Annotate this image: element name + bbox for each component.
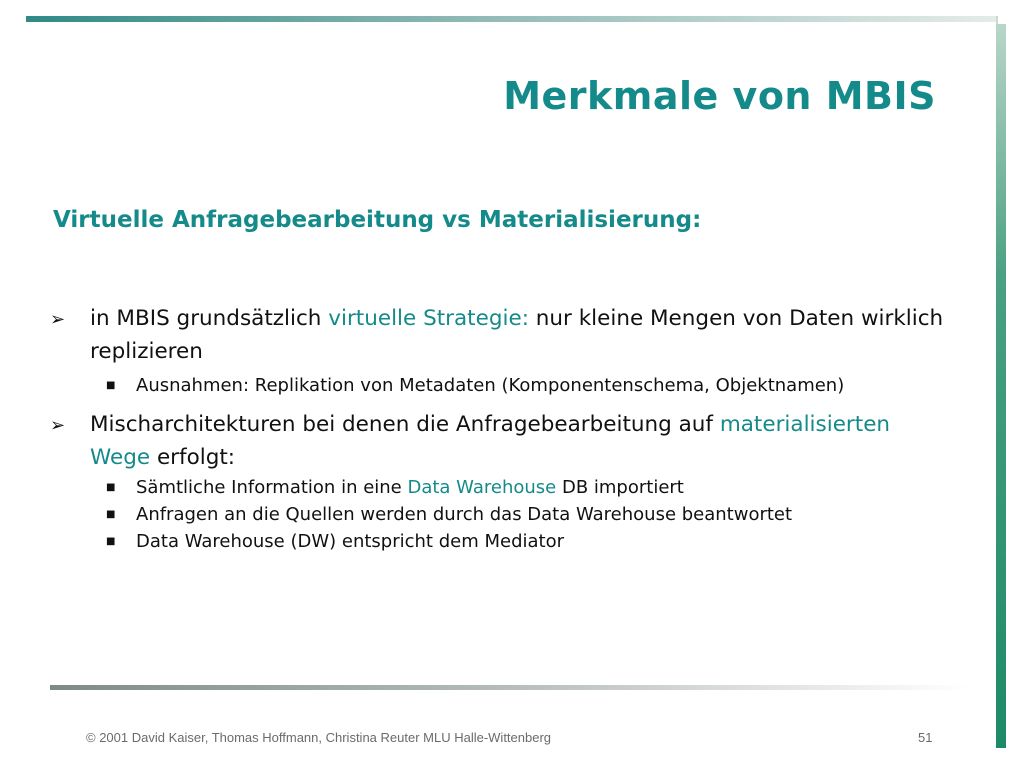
sub-bullet-text: Data Warehouse (DW) entspricht dem Mediator [136, 531, 565, 552]
bottom-decorative-rule [50, 685, 970, 690]
square-bullet-icon: ■ [106, 509, 116, 520]
sub-bullet-item [106, 528, 950, 555]
sub-bullet-text: Sämtliche Information in eine Data Warehouse DB importiert [136, 477, 684, 498]
highlight-text: virtuelle Strategie: [328, 306, 529, 331]
sub-bullet-item [106, 474, 950, 501]
sub-bullet-text: Ausnahmen: Replikation von Metadaten (Komponentenschema, Objektnamen) [136, 375, 845, 396]
footer-copyright: © 2001 David Kaiser, Thomas Hoffmann, Christina Reuter MLU Halle-Wittenberg [86, 730, 552, 745]
arrowhead-bullet-icon: ➢ [50, 415, 66, 436]
square-bullet-icon: ■ [106, 536, 116, 547]
bullet-list [50, 302, 950, 555]
frame-corner [996, 16, 998, 24]
highlight-text: Data Warehouse [407, 477, 557, 498]
bullet-text: in MBIS grundsätzlich virtuelle Strategie: nur kleine Mengen von Daten wirklich replizieren [90, 306, 944, 364]
sub-bullet-text: Anfragen an die Quellen werden durch das Data Warehouse beantwortet [136, 504, 793, 525]
bullet-item [50, 302, 950, 368]
highlight-text: materialisierten Wege [90, 412, 891, 470]
square-bullet-icon: ■ [106, 482, 116, 493]
sub-bullet-item [106, 372, 950, 399]
sub-bullet-item [106, 501, 950, 528]
side-decorative-rule [996, 24, 1006, 748]
bullet-text: Mischarchitekturen bei denen die Anfragebearbeitung auf materialisierten Wege erfolgt: [90, 412, 891, 470]
top-decorative-rule [26, 16, 998, 22]
page-number: 51 [918, 730, 933, 745]
bullet-item [50, 408, 950, 474]
slide-subtitle: Virtuelle Anfragebearbeitung vs Materialisierung: [53, 207, 702, 233]
slide-title: Merkmale von MBIS [503, 74, 936, 118]
square-bullet-icon: ■ [106, 380, 116, 391]
arrowhead-bullet-icon: ➢ [50, 309, 66, 330]
